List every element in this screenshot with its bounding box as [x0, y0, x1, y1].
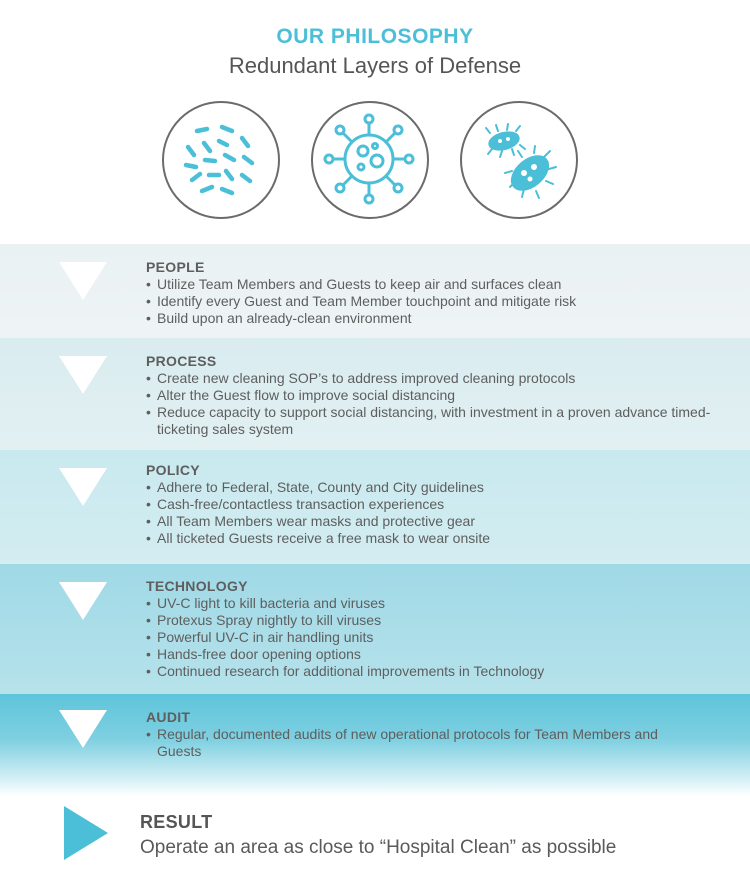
list-item: • Reduce capacity to support social distancing, with investment in a proven advance timed-ticketing sales system — [146, 404, 742, 438]
list-item: • All ticketed Guests receive a free mask to wear onsite — [146, 530, 742, 547]
list-item: • Utilize Team Members and Guests to keep air and surfaces clean — [146, 276, 742, 293]
list-item: • Adhere to Federal, State, County and City guidelines — [146, 479, 742, 496]
section-process — [0, 338, 750, 450]
section-audit — [0, 694, 750, 796]
down-arrow-icon — [59, 710, 107, 748]
down-arrow-icon — [59, 356, 107, 394]
right-arrow-icon — [64, 806, 108, 860]
list-item: • Cash-free/contactless transaction experiences — [146, 496, 742, 513]
result-title: RESULT — [140, 812, 213, 832]
section-heading: PEOPLE — [146, 259, 205, 275]
list-item: • Identify every Guest and Team Member touchpoint and mitigate risk — [146, 293, 742, 310]
section-heading: AUDIT — [146, 709, 191, 725]
list-item: • Continued research for additional improvements in Technology — [146, 663, 742, 680]
down-arrow-icon — [59, 262, 107, 300]
microbe-icon — [460, 101, 578, 219]
list-item: • Alter the Guest flow to improve social distancing — [146, 387, 742, 404]
list-item: • Build upon an already-clean environment — [146, 310, 742, 327]
bacteria-icon — [162, 101, 280, 219]
section-technology — [0, 564, 750, 694]
section-policy — [0, 450, 750, 564]
down-arrow-icon — [59, 468, 107, 506]
germ-icons-row — [0, 101, 750, 225]
section-heading: TECHNOLOGY — [146, 578, 248, 594]
virus-icon — [311, 101, 429, 219]
page-title: OUR PHILOSOPHY — [276, 25, 474, 48]
list-item: • Powerful UV-C in air handling units — [146, 629, 742, 646]
list-item: • UV-C light to kill bacteria and viruses — [146, 595, 742, 612]
list-item: • Hands-free door opening options — [146, 646, 742, 663]
list-item: • Regular, documented audits of new operational protocols for Team Members and Guests — [146, 726, 700, 760]
section-people — [0, 244, 750, 338]
list-item: • Create new cleaning SOP’s to address improved cleaning protocols — [146, 370, 742, 387]
list-item: • All Team Members wear masks and protective gear — [146, 513, 742, 530]
down-arrow-icon — [59, 582, 107, 620]
list-item: • Protexus Spray nightly to kill viruses — [146, 612, 742, 629]
section-heading: POLICY — [146, 462, 200, 478]
result-text: Operate an area as close to “Hospital Clean” as possible — [140, 837, 617, 858]
page-subtitle: Redundant Layers of Defense — [228, 53, 522, 78]
header — [0, 24, 750, 80]
section-heading: PROCESS — [146, 353, 217, 369]
